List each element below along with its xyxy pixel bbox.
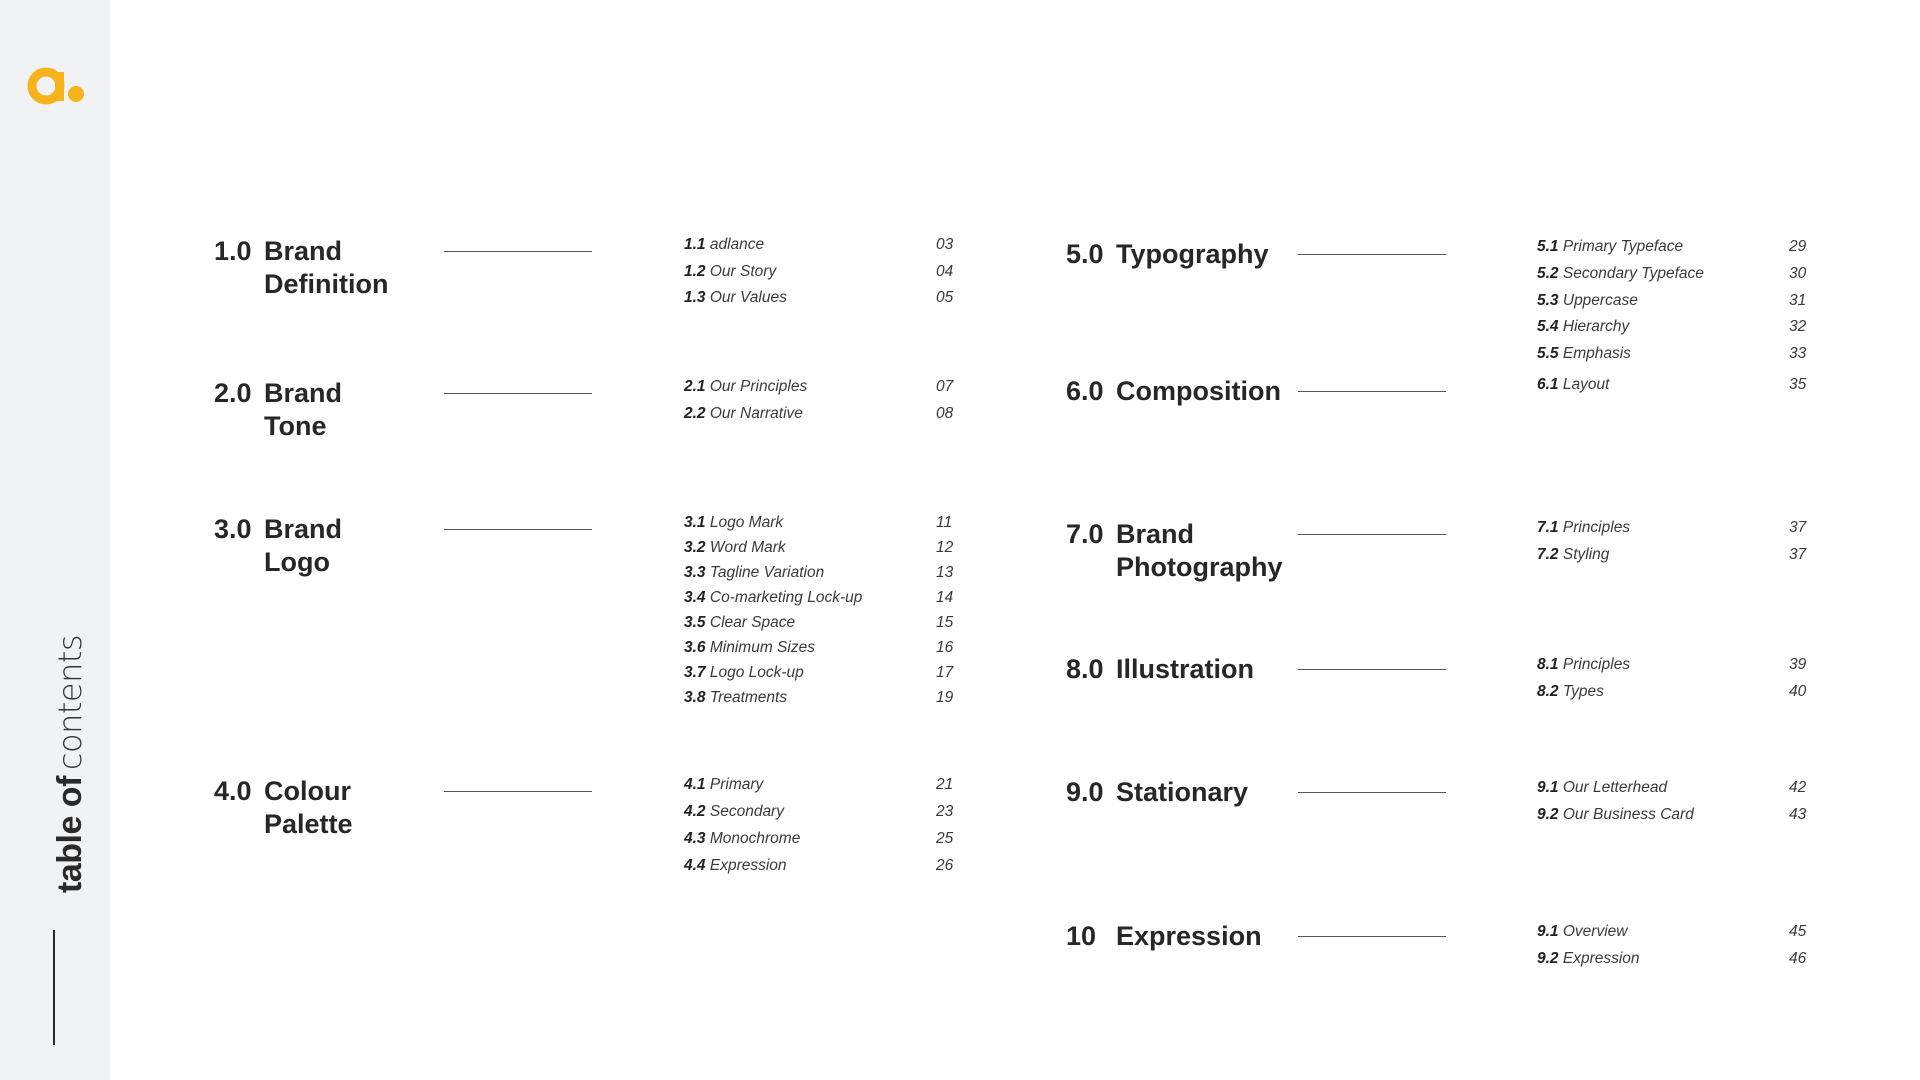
toc-item-page: 37 (1789, 519, 1807, 536)
toc-item-label: Secondary (705, 803, 784, 820)
toc-item-label: Our Principles (705, 378, 808, 395)
toc-item-number: 5.1 (1537, 238, 1559, 255)
items-list (684, 776, 956, 884)
toc-item-page: 13 (936, 564, 954, 581)
toc-item[interactable] (1537, 546, 1809, 573)
items-list (684, 378, 956, 431)
toc-item-number: 7.1 (1537, 519, 1559, 536)
toc-item-label: Clear Space (705, 614, 796, 631)
section-number: 5.0 (1066, 239, 1104, 269)
toc-item-label: Our Values (705, 289, 787, 306)
toc-item-number: 3.7 (684, 664, 706, 681)
section-number: 8.0 (1066, 654, 1104, 684)
toc-item-page: 46 (1789, 950, 1807, 967)
toc-item-page: 32 (1789, 318, 1807, 336)
section-rule (444, 791, 592, 792)
toc-item-number: 9.2 (1537, 806, 1559, 823)
toc-item-label: Our Business Card (1558, 806, 1694, 823)
section-number: 3.0 (214, 514, 252, 544)
toc-item-page: 16 (936, 639, 954, 656)
toc-item-page: 23 (936, 803, 954, 820)
toc-item-number: 1.1 (684, 236, 706, 253)
items-list (1537, 656, 1809, 710)
toc-item-page: 33 (1789, 345, 1807, 363)
toc-item-label: Logo Lock-up (705, 664, 804, 681)
toc-item-number: 3.8 (684, 689, 706, 706)
side-title-bold: table of (51, 776, 89, 893)
section-title: Brand Definition (264, 236, 389, 299)
section-title: Brand Photography (1116, 519, 1283, 582)
toc-item[interactable] (684, 378, 956, 405)
section-rule (1298, 534, 1446, 535)
items-list (1537, 923, 1809, 977)
toc-item-label: Treatments (705, 689, 788, 706)
toc-item[interactable] (1537, 376, 1809, 403)
toc-item-number: 1.2 (684, 262, 706, 280)
toc-item-label: Styling (1558, 546, 1610, 563)
items-list (684, 236, 956, 316)
toc-item[interactable] (684, 857, 956, 884)
items-list (1537, 238, 1809, 372)
toc-item-label: Co-marketing Lock-up (705, 589, 863, 606)
toc-item-page: 30 (1789, 264, 1807, 282)
items-list (1537, 376, 1809, 403)
toc-item-page: 11 (936, 514, 953, 531)
section-rule (1298, 936, 1446, 937)
toc-item-number: 4.2 (684, 803, 706, 820)
toc-item-label: Expression (1558, 950, 1640, 967)
section-rule (444, 393, 592, 394)
toc-item-number: 3.5 (684, 614, 706, 631)
toc-item-label: Principles (1558, 519, 1631, 536)
toc-item-number: 3.4 (684, 589, 706, 606)
toc-item-page: 26 (936, 857, 954, 874)
toc-item-page: 35 (1789, 376, 1807, 393)
toc-item-page: 07 (936, 378, 954, 395)
items-list (684, 514, 956, 714)
toc-item-page: 40 (1789, 683, 1807, 700)
side-title-light: contents (51, 634, 89, 771)
sidebar (0, 0, 110, 1080)
toc-item[interactable] (1537, 779, 1809, 806)
section-rule (444, 251, 592, 252)
toc-item[interactable] (684, 689, 956, 714)
toc-item-number: 4.1 (684, 776, 706, 793)
toc-item-page: 42 (1789, 779, 1807, 796)
toc-item-page: 14 (936, 589, 954, 606)
toc-item[interactable] (684, 289, 956, 316)
toc-item-number: 5.5 (1537, 345, 1559, 363)
toc-item-page: 39 (1789, 656, 1807, 673)
toc-item-page: 37 (1789, 546, 1807, 563)
toc-item-number: 3.6 (684, 639, 706, 656)
side-divider (53, 930, 55, 1045)
section-title: Brand Tone (264, 378, 343, 441)
brand-logo-icon (22, 62, 92, 112)
toc-item-page: 04 (936, 262, 954, 280)
toc-item[interactable] (684, 236, 956, 263)
toc-item[interactable] (1537, 345, 1809, 372)
toc-item-number: 9.2 (1537, 950, 1559, 967)
toc-item-label: Overview (1558, 923, 1628, 940)
toc-item-number: 2.1 (684, 378, 706, 395)
toc-item[interactable] (684, 263, 956, 290)
toc-item-page: 08 (936, 404, 954, 422)
toc-item-page: 15 (936, 614, 954, 631)
toc-item-number: 3.3 (684, 564, 706, 581)
toc-item-page: 45 (1789, 923, 1807, 940)
section-title: Colour Palette (264, 776, 353, 839)
toc-item-label: Our Narrative (705, 404, 803, 422)
section-number: 4.0 (214, 776, 252, 806)
section-rule (1298, 669, 1446, 670)
toc-item[interactable] (684, 776, 956, 803)
toc-item[interactable] (684, 564, 956, 589)
section-number: 1.0 (214, 236, 252, 266)
toc-item-page: 43 (1789, 806, 1807, 823)
toc-item-number: 3.2 (684, 539, 706, 556)
toc-item[interactable] (1537, 519, 1809, 546)
section-title: Brand Logo (264, 514, 343, 577)
toc-item-label: Hierarchy (1558, 318, 1630, 336)
toc-item-label: Our Story (705, 262, 777, 280)
section-title: Composition (1116, 376, 1281, 406)
toc-item[interactable] (1537, 292, 1809, 319)
toc-item-number: 4.3 (684, 830, 706, 847)
toc-item-label: Primary Typeface (1558, 238, 1684, 255)
toc-item-number: 8.1 (1537, 656, 1559, 673)
toc-item-number: 9.1 (1537, 923, 1559, 940)
toc-item-page: 19 (936, 689, 954, 706)
section-rule (1298, 254, 1446, 255)
toc-item-label: Types (1558, 683, 1604, 700)
toc-item[interactable] (684, 803, 956, 830)
toc-item[interactable] (684, 405, 956, 432)
toc-item[interactable] (1537, 318, 1809, 345)
toc-item-page: 29 (1789, 238, 1807, 255)
toc-item-label: Minimum Sizes (705, 639, 815, 656)
toc-item-page: 03 (936, 236, 954, 253)
toc-item[interactable] (684, 614, 956, 639)
items-list (1537, 519, 1809, 573)
toc-item[interactable] (684, 514, 956, 539)
section-title: Stationary (1116, 777, 1249, 807)
toc-item[interactable] (684, 664, 956, 689)
section-number: 10 (1066, 921, 1097, 951)
toc-item-number: 5.3 (1537, 291, 1559, 309)
toc-item-number: 1.3 (684, 289, 706, 306)
section-rule (1298, 792, 1446, 793)
toc-item[interactable] (684, 639, 956, 664)
toc-item-page: 12 (936, 539, 954, 556)
toc-item-number: 8.2 (1537, 683, 1559, 700)
section-number: 6.0 (1066, 376, 1104, 406)
toc-item[interactable] (684, 539, 956, 564)
toc-item-page: 25 (936, 830, 954, 847)
toc-item-number: 6.1 (1537, 376, 1559, 393)
section-number: 7.0 (1066, 519, 1104, 549)
toc-item[interactable] (1537, 683, 1809, 710)
toc-item-label: Principles (1558, 656, 1631, 673)
items-list (1537, 779, 1809, 833)
toc-item-page: 31 (1789, 291, 1807, 309)
toc-item[interactable] (1537, 265, 1809, 292)
side-title (50, 635, 90, 893)
toc-item-label: Our Letterhead (1558, 779, 1668, 796)
section-number: 2.0 (214, 378, 252, 408)
toc-item-label: Word Mark (705, 539, 786, 556)
toc-item-label: adlance (705, 236, 765, 253)
section-rule (1298, 391, 1446, 392)
section-rule (444, 529, 592, 530)
toc-item-label: Primary (705, 776, 764, 793)
toc-item[interactable] (1537, 656, 1809, 683)
toc-item-number: 7.2 (1537, 546, 1559, 563)
section-title: Illustration (1116, 654, 1255, 684)
toc-item-label: Emphasis (1558, 345, 1631, 363)
toc-item[interactable] (1537, 923, 1809, 950)
toc-item-page: 17 (936, 664, 954, 681)
toc-item-label: Tagline Variation (705, 564, 825, 581)
toc-item-page: 21 (936, 776, 954, 793)
toc-item-label: Uppercase (1558, 291, 1638, 309)
toc-item-label: Monochrome (705, 830, 801, 847)
toc-item[interactable] (684, 830, 956, 857)
toc-item-number: 9.1 (1537, 779, 1559, 796)
toc-item[interactable] (1537, 950, 1809, 977)
toc-item-number: 5.2 (1537, 264, 1559, 282)
toc-item-label: Secondary Typeface (1558, 264, 1704, 282)
toc-item-number: 2.2 (684, 404, 706, 422)
toc-item[interactable] (1537, 238, 1809, 265)
toc-item-label: Layout (1558, 376, 1610, 393)
section-number: 9.0 (1066, 777, 1104, 807)
toc-item[interactable] (684, 589, 956, 614)
toc-item-number: 4.4 (684, 857, 706, 874)
toc-item-page: 05 (936, 289, 954, 306)
section-title: Expression (1116, 921, 1262, 951)
toc-item-label: Expression (705, 857, 787, 874)
toc-item[interactable] (1537, 806, 1809, 833)
toc-item-number: 5.4 (1537, 318, 1559, 336)
section-title: Typography (1116, 239, 1269, 269)
toc-item-number: 3.1 (684, 514, 706, 531)
toc-item-label: Logo Mark (705, 514, 784, 531)
